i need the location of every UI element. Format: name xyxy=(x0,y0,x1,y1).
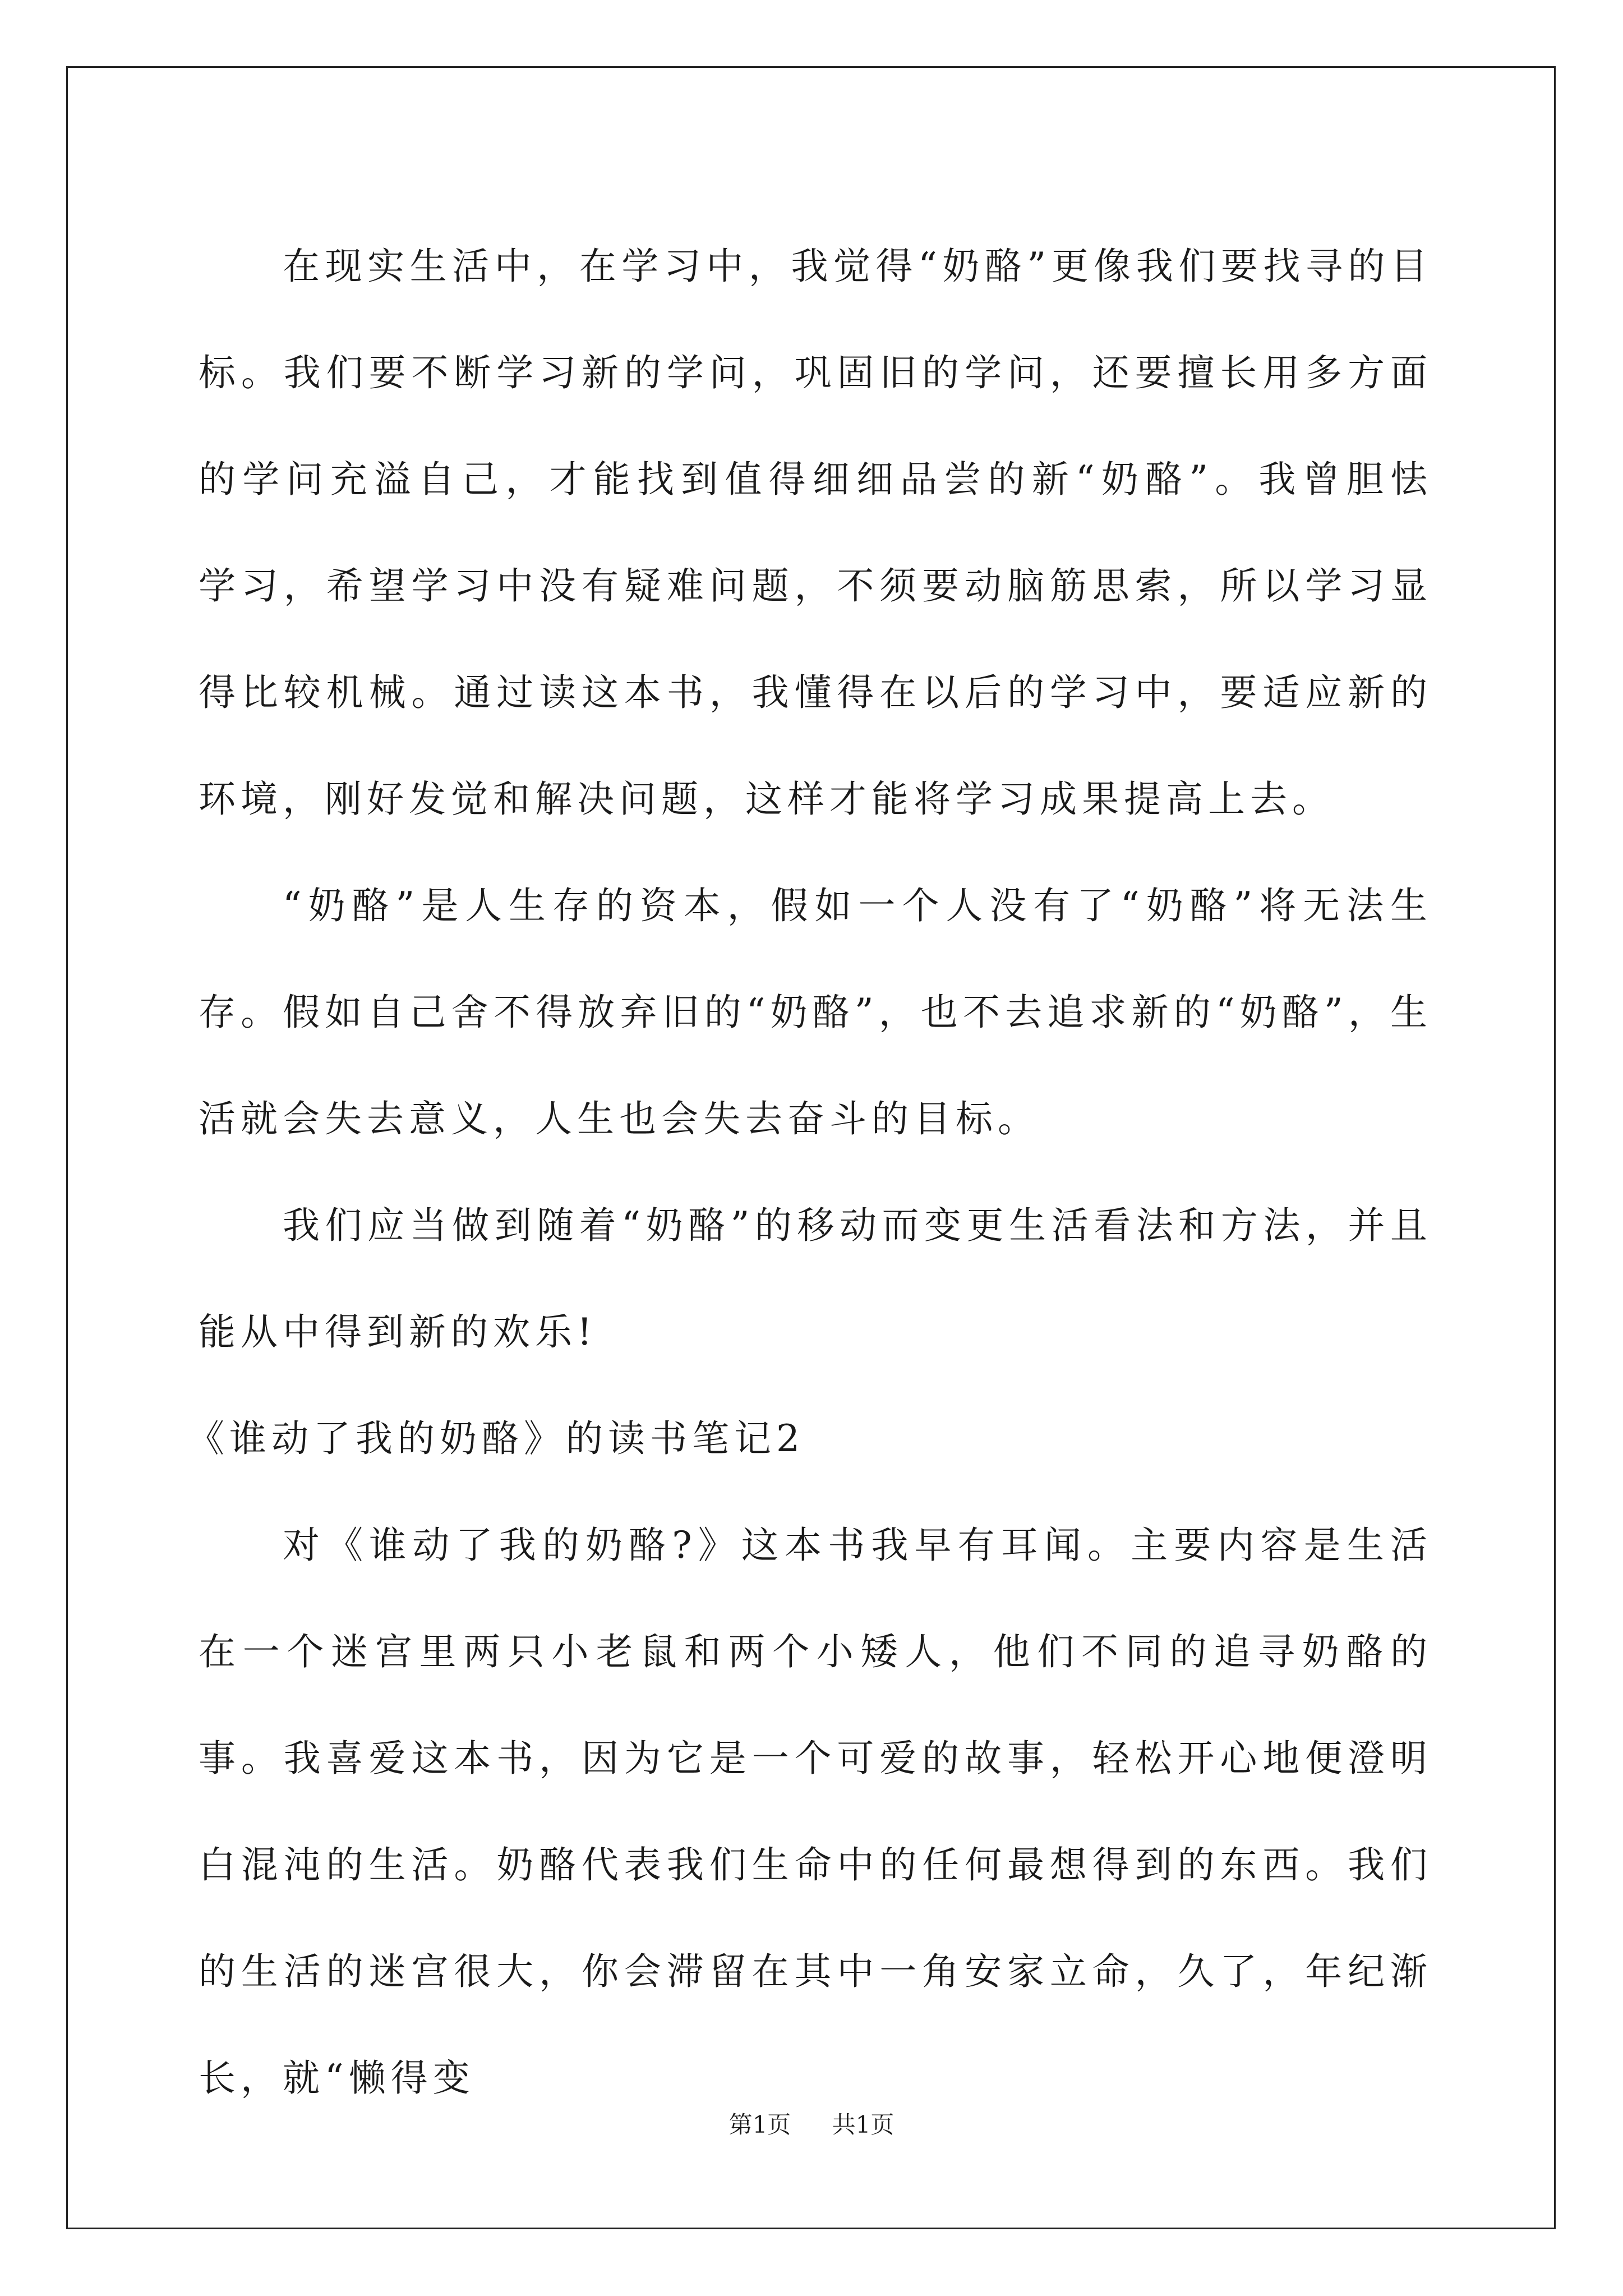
paragraph-3: 我们应当做到随着“奶酪”的移动而变更生活看法和方法，并且能从中得到新的欢乐! xyxy=(199,1204,1432,1354)
document-body xyxy=(187,213,1432,2132)
paragraph-1: 在现实生活中，在学习中，我觉得“奶酪”更像我们要找寻的目标。我们要不断学习新的学问，巩固旧的学问，还要擅长用多方面的学问充溢自己，才能找到值得细细品尝的新“奶酪”。我曾胆怯 学习，希望学习中没有疑难问题，不须要动脑筋思索，所以学习显得比较机械。通过读这本书，我懂得在以后的学习中，要适应新的环境，刚好发觉和解决问题，这样才能将学习成果提高上去。 xyxy=(199,245,1432,821)
page-footer xyxy=(0,2106,1623,2140)
page-number-current: 第1页 xyxy=(728,2111,791,2138)
section-paragraph-1: 对《谁动了我的奶酪?》这本书我早有耳闻。主要内容是生活在一个迷宫里两只小老鼠和两个小矮人，他们不同的追寻奶酪的事。我喜爱这本书，因为它是一个可爱的故事，轻松开心地便澄明白混沌的生活。奶酪代表我们生命中的任何最想得到的东西。我们的生活的迷宫很大，你会滞留在其中一角安家立命，久了，年纪渐长，就“懒得变 xyxy=(199,1524,1432,2100)
paragraph-2: “奶酪”是人生存的资本，假如一个人没有了“奶酪”将无法生存。假如自己舍不得放弃旧的“奶酪”，也不去追求新的“奶酪”，生活就会失去意义，人生也会失去奋斗的目标。 xyxy=(199,884,1432,1140)
section-heading: 《谁动了我的奶酪》的读书笔记2 xyxy=(187,1417,805,1460)
page-number-total: 共1页 xyxy=(832,2111,895,2138)
